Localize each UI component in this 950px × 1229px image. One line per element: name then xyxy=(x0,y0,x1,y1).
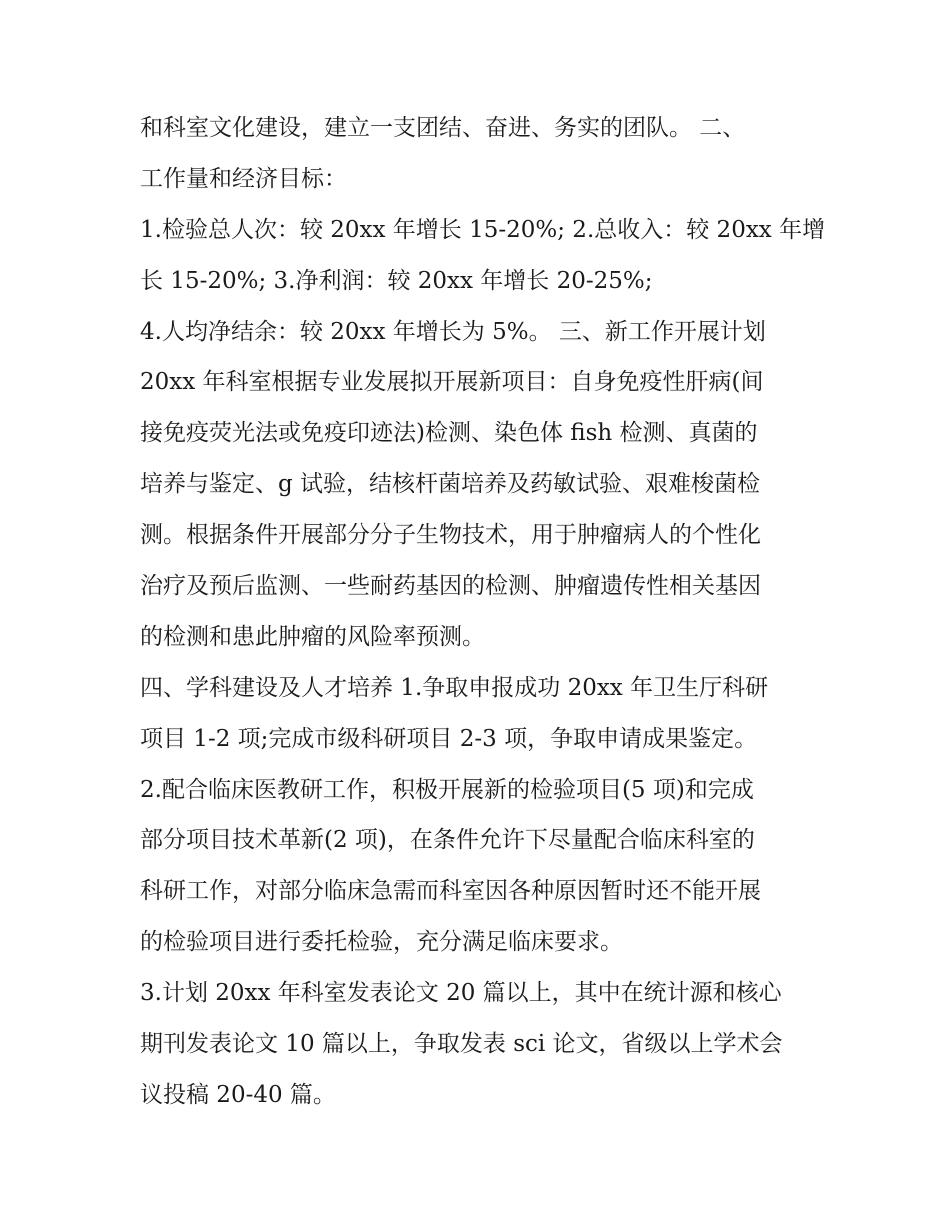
text-line: 和科室文化建设，建立一支团结、奋进、务实的团队。 二、 xyxy=(140,115,746,141)
text-line: 的检测和患此肿瘤的风险率预测。 xyxy=(140,623,485,650)
text-line: 议投稿 20-40 篇。 xyxy=(140,1081,336,1108)
text-line: 长 15-20%; 3.净利润：较 20xx 年增长 20-25%; xyxy=(140,267,653,294)
text-line: 四、学科建设及人才培养 1.争取申报成功 20xx 年卫生厅科研 xyxy=(140,674,769,701)
text-line: 工作量和经济目标： xyxy=(140,165,347,192)
text-line: 项目 1-2 项;完成市级科研项目 2-3 项，争取申请成果鉴定。 xyxy=(140,725,758,752)
document-body xyxy=(140,103,830,1121)
text-line: 科研工作，对部分临床急需而科室因各种原因暂时还不能开展 xyxy=(140,878,761,905)
text-line: 2.配合临床医教研工作，积极开展新的检验项目(5 项)和完成 xyxy=(140,776,754,803)
text-line: 1.检验总人次：较 20xx 年增长 15-20%; 2.总收入：较 20xx 年增 xyxy=(140,216,826,243)
text-line: 测。根据条件开展部分分子生物技术，用于肿瘤病人的个性化 xyxy=(140,522,761,549)
text-line: 培养与鉴定、g 试验，结核杆菌培养及药敏试验、艰难梭菌检 xyxy=(140,471,761,498)
text-line: 期刊发表论文 10 篇以上，争取发表 sci 论文，省级以上学术会 xyxy=(140,1031,783,1058)
text-line: 4.人均净结余：较 20xx 年增长为 5%。 三、新工作开展计划 xyxy=(140,318,766,345)
text-line: 20xx 年科室根据专业发展拟开展新项目：自身免疫性肝病(间 xyxy=(140,369,764,396)
text-line: 的检验项目进行委托检验，充分满足临床要求。 xyxy=(140,929,623,956)
text-line: 治疗及预后监测、一些耐药基因的检测、肿瘤遗传性相关基因 xyxy=(140,573,761,600)
text-line: 部分项目技术革新(2 项)，在条件允许下尽量配合临床科室的 xyxy=(140,827,755,854)
text-line: 接免疫荧光法或免疫印迹法)检测、染色体 fish 检测、真菌的 xyxy=(140,420,758,447)
text-line: 3.计划 20xx 年科室发表论文 20 篇以上，其中在统计源和核心 xyxy=(140,980,782,1007)
